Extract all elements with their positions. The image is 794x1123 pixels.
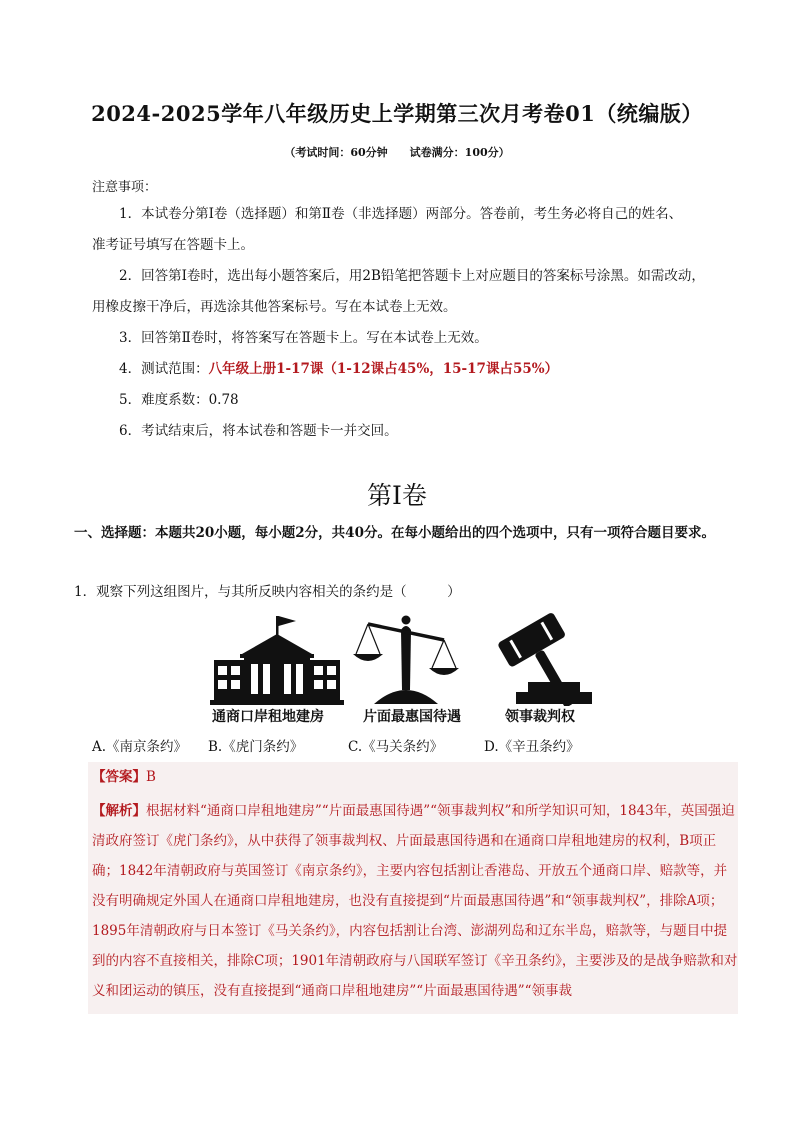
analysis-block	[92, 796, 740, 1006]
balance-scale-icon	[353, 616, 459, 705]
gavel-icon	[497, 612, 597, 706]
option-b[interactable]: B.《虎门条约》	[208, 739, 304, 755]
note-item-1-line-1: 1．本试卷分第Ⅰ卷（选择题）和第Ⅱ卷（非选择题）两部分。答卷前，考生务必将自己的姓名、	[119, 206, 683, 222]
answer-value: B	[146, 769, 156, 785]
analysis-label: 【解析】	[92, 803, 146, 819]
option-c[interactable]: C.《马关条约》	[348, 739, 444, 755]
figure-caption-1: 通商口岸租地建房	[212, 709, 324, 725]
option-d[interactable]: D.《辛丑条约》	[484, 739, 580, 755]
answer-line	[92, 764, 156, 790]
note-item-4	[92, 354, 726, 385]
note-item-2-line-1: 2．回答第Ⅰ卷时，选出每小题答案后，用2B铅笔把答题卡上对应题目的答案标号涂黑。如需改动，	[119, 268, 705, 284]
figure-icons	[204, 610, 600, 706]
note-item-1-line-2: 准考证号填写在答题卡上。	[92, 237, 254, 253]
analysis-text: 根据材料“通商口岸租地建房”“片面最惠国待遇”“领事裁判权”和所学知识可知，1843年，英国强迫清政府签订《虎门条约》，从中获得了领事裁判权、片面最惠国待遇和在通商口岸租地建房的权利，B项正确；1842年清朝政府与英国签订《南京条约》，主要内容包括割让香港岛、开放五个通商口岸、赔款等，并没有明确规定外国人在通商口岸租地建房，也没有直接提到“片面最惠国待遇”和“领事裁判权”，排除A项；1895年清朝政府与日本签订《马关条约》，内容包括割让台湾、澎湖列岛和辽东半岛，赔款等，与题目中提到的内容不直接相关，排除C项；1901年清朝政府与八国联军签订《辛丑条约》，主要涉及的是战争赔款和对义和团运动的镇压，没有直接提到“通商口岸租地建房”“片面最惠国待遇”“领事裁	[92, 803, 738, 999]
building-icon	[210, 616, 344, 705]
note-item-5: 5．难度系数：0.78	[119, 392, 239, 408]
note-item-4-prefix: 4．测试范围：	[119, 361, 209, 377]
figure-caption-3: 领事裁判权	[505, 709, 575, 725]
question-1-stem: 1．观察下列这组图片，与其所反映内容相关的条约是（ ）	[74, 584, 461, 600]
test-range-highlight: 八年级上册1-17课（1-12课占45%，15-17课占55%）	[208, 361, 559, 377]
option-a[interactable]: A.《南京条约》	[92, 739, 188, 755]
figure-caption-2: 片面最惠国待遇	[363, 709, 461, 725]
note-item-3: 3．回答第Ⅱ卷时，将答案写在答题卡上。写在本试卷上无效。	[119, 330, 488, 346]
exam-title: 2024-2025学年八年级历史上学期第三次月考卷01（统编版）	[91, 101, 703, 126]
section-instructions: 一、选择题：本题共20小题，每小题2分，共40分。在每小题给出的四个选项中，只有一项符合题目要求。	[74, 525, 715, 541]
exam-subtitle: （考试时间：60分钟 试卷满分：100分）	[284, 146, 510, 159]
answer-label: 【答案】	[92, 769, 146, 785]
part-title: 第Ⅰ卷	[367, 481, 427, 510]
note-item-2-line-2: 用橡皮擦干净后，再选涂其他答案标号。写在本试卷上无效。	[92, 299, 457, 315]
note-item-6: 6．考试结束后，将本试卷和答题卡一并交回。	[119, 423, 398, 439]
notes-heading: 注意事项：	[92, 180, 158, 195]
